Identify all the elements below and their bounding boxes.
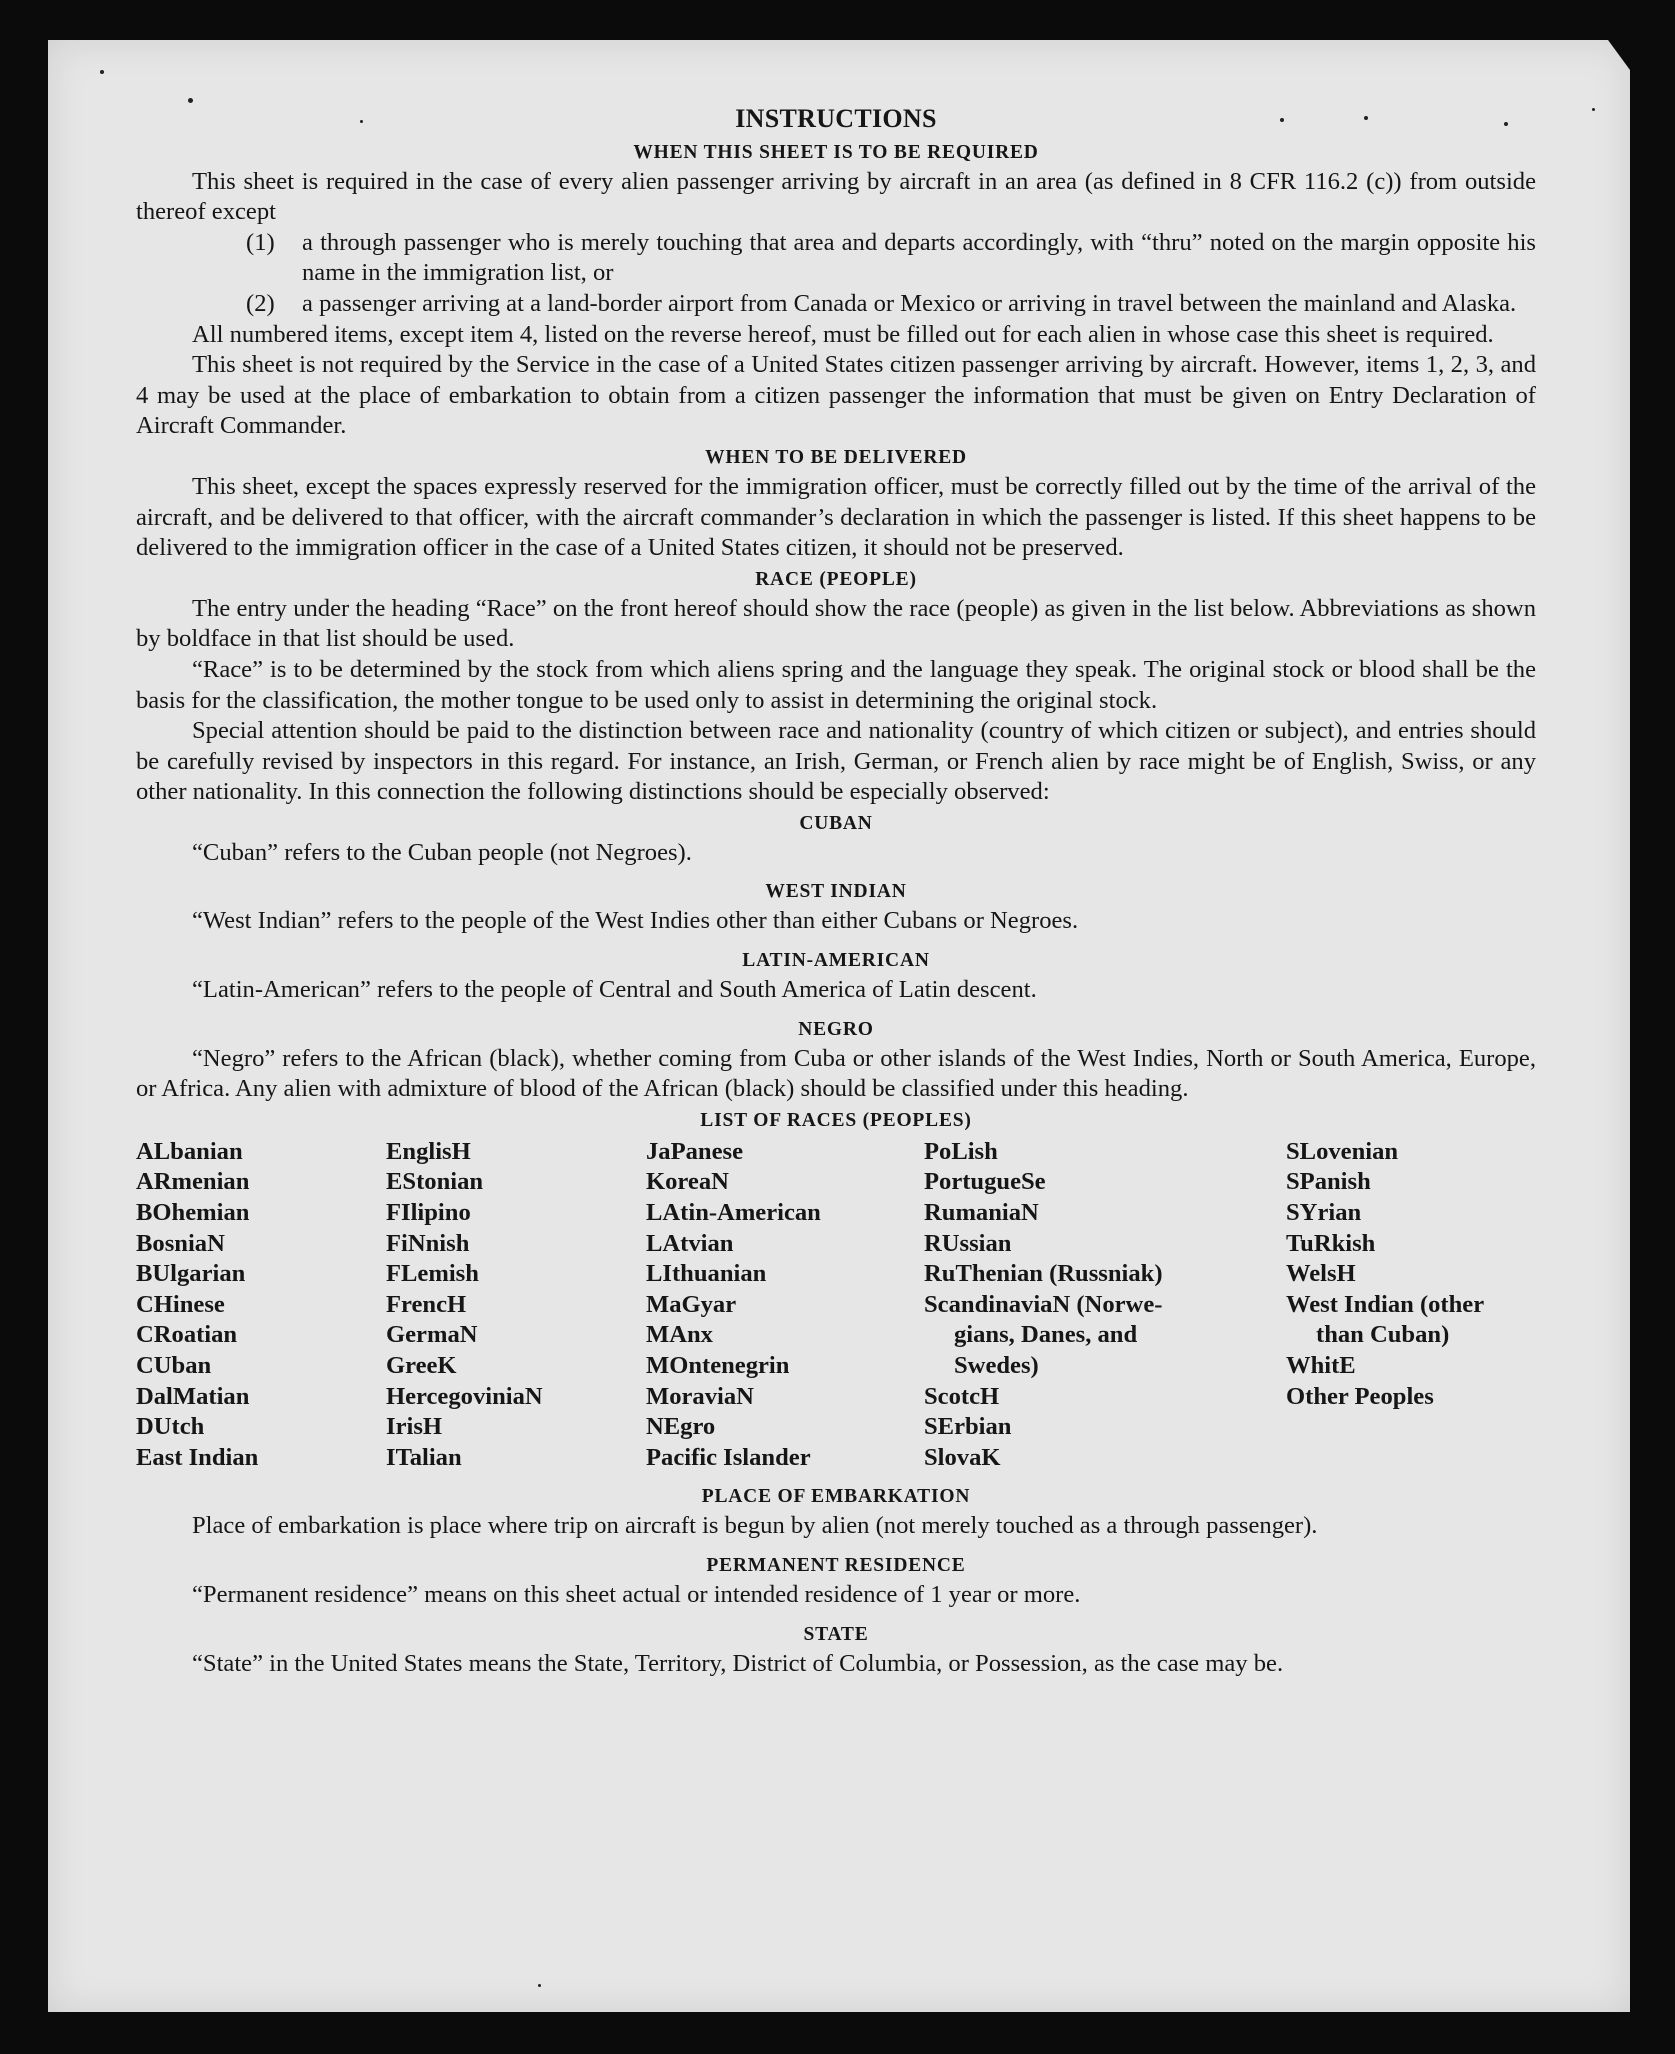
race-entry: MaGyar — [646, 1290, 737, 1318]
section-heading-embarkation: PLACE OF EMBARKATION — [701, 1486, 971, 1508]
race-entry: FLemish — [386, 1260, 479, 1288]
section-heading-negro: NEGRO — [798, 1018, 874, 1040]
race-entry: BosniaN — [136, 1229, 225, 1257]
exception-item-1 — [246, 228, 1536, 289]
embarkation-paragraph: Place of embarkation is place where trip on aircraft is begun by alien (not merely touched as a through passenger). — [192, 1512, 1318, 1540]
race-entry: NEgro — [646, 1413, 716, 1441]
race-entry: West Indian (other — [1286, 1290, 1485, 1318]
races-column-4 — [924, 1137, 1286, 1474]
race-entry: ScotcH — [924, 1382, 1000, 1410]
exception-number: (1) — [246, 228, 275, 256]
state-paragraph: “State” in the United States means the State, Territory, District of Columbia, or Possession, as the case may be. — [192, 1649, 1284, 1677]
races-list — [136, 1137, 1536, 1474]
race-entry: ScandinaviaN (Norwe- — [924, 1290, 1163, 1318]
section-heading-latin-american: LATIN-AMERICAN — [742, 950, 930, 972]
section-heading-required: WHEN THIS SHEET IS TO BE REQUIRED — [633, 141, 1039, 163]
race-entry: SYrian — [1286, 1199, 1362, 1227]
race-entry: LAtin-American — [646, 1199, 821, 1227]
race-entry: ITalian — [386, 1443, 462, 1471]
required-paragraph-1: This sheet is required in the case of every alien passenger arriving by aircraft in an area (as defined in 8 CFR 116.2 (c)) from outside thereof except — [136, 167, 1536, 226]
race-entry: JaPanese — [646, 1137, 743, 1165]
race-entry: MAnx — [646, 1321, 713, 1349]
race-entry: RUssian — [924, 1229, 1012, 1257]
race-entry: TuRkish — [1286, 1229, 1376, 1257]
required-paragraph-3: This sheet is not required by the Service in the case of a United States citizen passenger arriving by aircraft. However, items 1, 2, 3, and 4 may be used at the place of embarkation to obtain from a citizen passenger the information that must be given on Entry Declaration of Aircraft Commander. — [136, 351, 1536, 440]
section-heading-races-list: LIST OF RACES (PEOPLES) — [700, 1109, 972, 1131]
race-entry: PortugueSe — [924, 1168, 1046, 1196]
west-indian-paragraph: “West Indian” refers to the people of the West Indies other than either Cubans or Negroes. — [192, 907, 1079, 935]
section-heading-delivered: WHEN TO BE DELIVERED — [705, 446, 967, 468]
race-entry: BUlgarian — [136, 1260, 246, 1288]
race-entry: Swedes) — [954, 1352, 1039, 1379]
race-entry: LAtvian — [646, 1229, 734, 1257]
exception-number: (2) — [246, 289, 275, 317]
section-heading-west-indian: WEST INDIAN — [765, 881, 907, 903]
race-entry: PoLish — [924, 1137, 998, 1165]
race-entry: GreeK — [386, 1352, 457, 1379]
race-entry: LIthuanian — [646, 1260, 767, 1288]
race-entry: CRoatian — [136, 1321, 238, 1349]
race-entry: RuThenian (Russniak) — [924, 1260, 1163, 1288]
residence-paragraph: “Permanent residence” means on this sheet actual or intended residence of 1 year or more. — [192, 1580, 1081, 1608]
exception-item-2 — [246, 289, 1536, 320]
scan-speck — [100, 70, 104, 74]
race-entry: MoraviaN — [646, 1382, 754, 1410]
page-title: INSTRUCTIONS — [735, 104, 937, 133]
race-entry: KoreaN — [646, 1168, 729, 1196]
race-entry: WhitE — [1286, 1352, 1356, 1379]
race-entry: FiNnish — [386, 1229, 470, 1257]
section-heading-state: STATE — [803, 1623, 869, 1645]
race-entry: GermaN — [386, 1321, 478, 1349]
document-page — [48, 40, 1630, 2012]
section-heading-residence: PERMANENT RESIDENCE — [706, 1554, 966, 1576]
race-paragraph-2: “Race” is to be determined by the stock from which aliens spring and the language they speak. The original stock or blood shall be the basis for the classification, the mother tongue to be used only to assist in determining the original stock. — [136, 655, 1536, 714]
race-entry: ARmenian — [136, 1168, 250, 1196]
race-entry: DalMatian — [136, 1382, 250, 1410]
race-entry: SlovaK — [924, 1443, 1001, 1471]
section-heading-cuban: CUBAN — [799, 812, 873, 834]
race-entry: East Indian — [136, 1443, 259, 1471]
races-column-1 — [136, 1137, 386, 1474]
race-paragraph-1: The entry under the heading “Race” on the front hereof should show the race (people) as given in the list below. Abbreviations as shown by boldface in that list should be used. — [136, 594, 1536, 653]
race-entry: CUban — [136, 1352, 212, 1379]
exception-text: a through passenger who is merely touching that area and departs accordingly, with “thru” noted on the margin opposite his name in the immigration list, or — [302, 228, 1536, 287]
race-entry: IrisH — [386, 1413, 443, 1441]
race-entry: SPanish — [1286, 1168, 1371, 1196]
scan-speck — [1592, 108, 1595, 111]
race-entry: FIlipino — [386, 1199, 471, 1227]
race-entry: HercegoviniaN — [386, 1382, 543, 1410]
race-entry: than Cuban) — [1316, 1321, 1450, 1349]
section-heading-race: RACE (PEOPLE) — [755, 568, 917, 590]
latin-american-paragraph: “Latin-American” refers to the people of Central and South America of Latin descent. — [192, 976, 1037, 1004]
races-column-5 — [1286, 1137, 1536, 1474]
race-entry: CHinese — [136, 1290, 225, 1318]
race-entry: EStonian — [386, 1168, 484, 1196]
race-entry: BOhemian — [136, 1199, 250, 1227]
race-entry: WelsH — [1286, 1260, 1356, 1288]
race-entry: Pacific Islander — [646, 1443, 811, 1471]
race-entry: FrencH — [386, 1290, 467, 1318]
instructions-content — [136, 104, 1536, 1679]
scan-speck — [538, 1984, 541, 1987]
race-entry: DUtch — [136, 1413, 205, 1441]
torn-corner — [1608, 40, 1630, 70]
race-entry: ALbanian — [136, 1137, 243, 1165]
negro-paragraph: “Negro” refers to the African (black), whether coming from Cuba or other islands of the West Indies, North or South America, Europe, or Africa. Any alien with admixture of blood of the African (black) should be classified under this heading. — [136, 1044, 1536, 1103]
race-entry: RumaniaN — [924, 1199, 1039, 1227]
required-paragraph-2: All numbered items, except item 4, listed on the reverse hereof, must be filled out for each alien in whose case this sheet is required. — [192, 320, 1494, 348]
races-column-2 — [386, 1137, 646, 1474]
delivered-paragraph: This sheet, except the spaces expressly reserved for the immigration officer, must be correctly filled out by the time of the arrival of the aircraft, and be delivered to that officer, with the aircraft commander’s declaration in which the passenger is listed. If this sheet happens to be delivered to the immigration officer in the case of a United States citizen, it should not be preserved. — [136, 472, 1536, 562]
exception-text: a passenger arriving at a land-border airport from Canada or Mexico or arriving in travel between the mainland and Alaska. — [302, 289, 1517, 317]
cuban-paragraph: “Cuban” refers to the Cuban people (not Negroes). — [192, 838, 692, 866]
race-entry: SErbian — [924, 1413, 1012, 1441]
race-entry: SLovenian — [1286, 1137, 1399, 1165]
race-entry: EnglisH — [386, 1137, 471, 1165]
race-entry: MOntenegrin — [646, 1352, 790, 1379]
race-entry: Other Peoples — [1286, 1382, 1434, 1410]
races-column-3 — [646, 1137, 924, 1474]
race-entry: gians, Danes, and — [954, 1321, 1138, 1349]
scan-speck — [188, 98, 193, 103]
race-paragraph-3: Special attention should be paid to the distinction between race and nationality (country of which citizen or subject), and entries should be carefully revised by inspectors in this regard. For instance, an Irish, German, or French alien by race might be of English, Swiss, or any other nationality. In this connection the following distinctions should be especially observed: — [136, 717, 1536, 806]
